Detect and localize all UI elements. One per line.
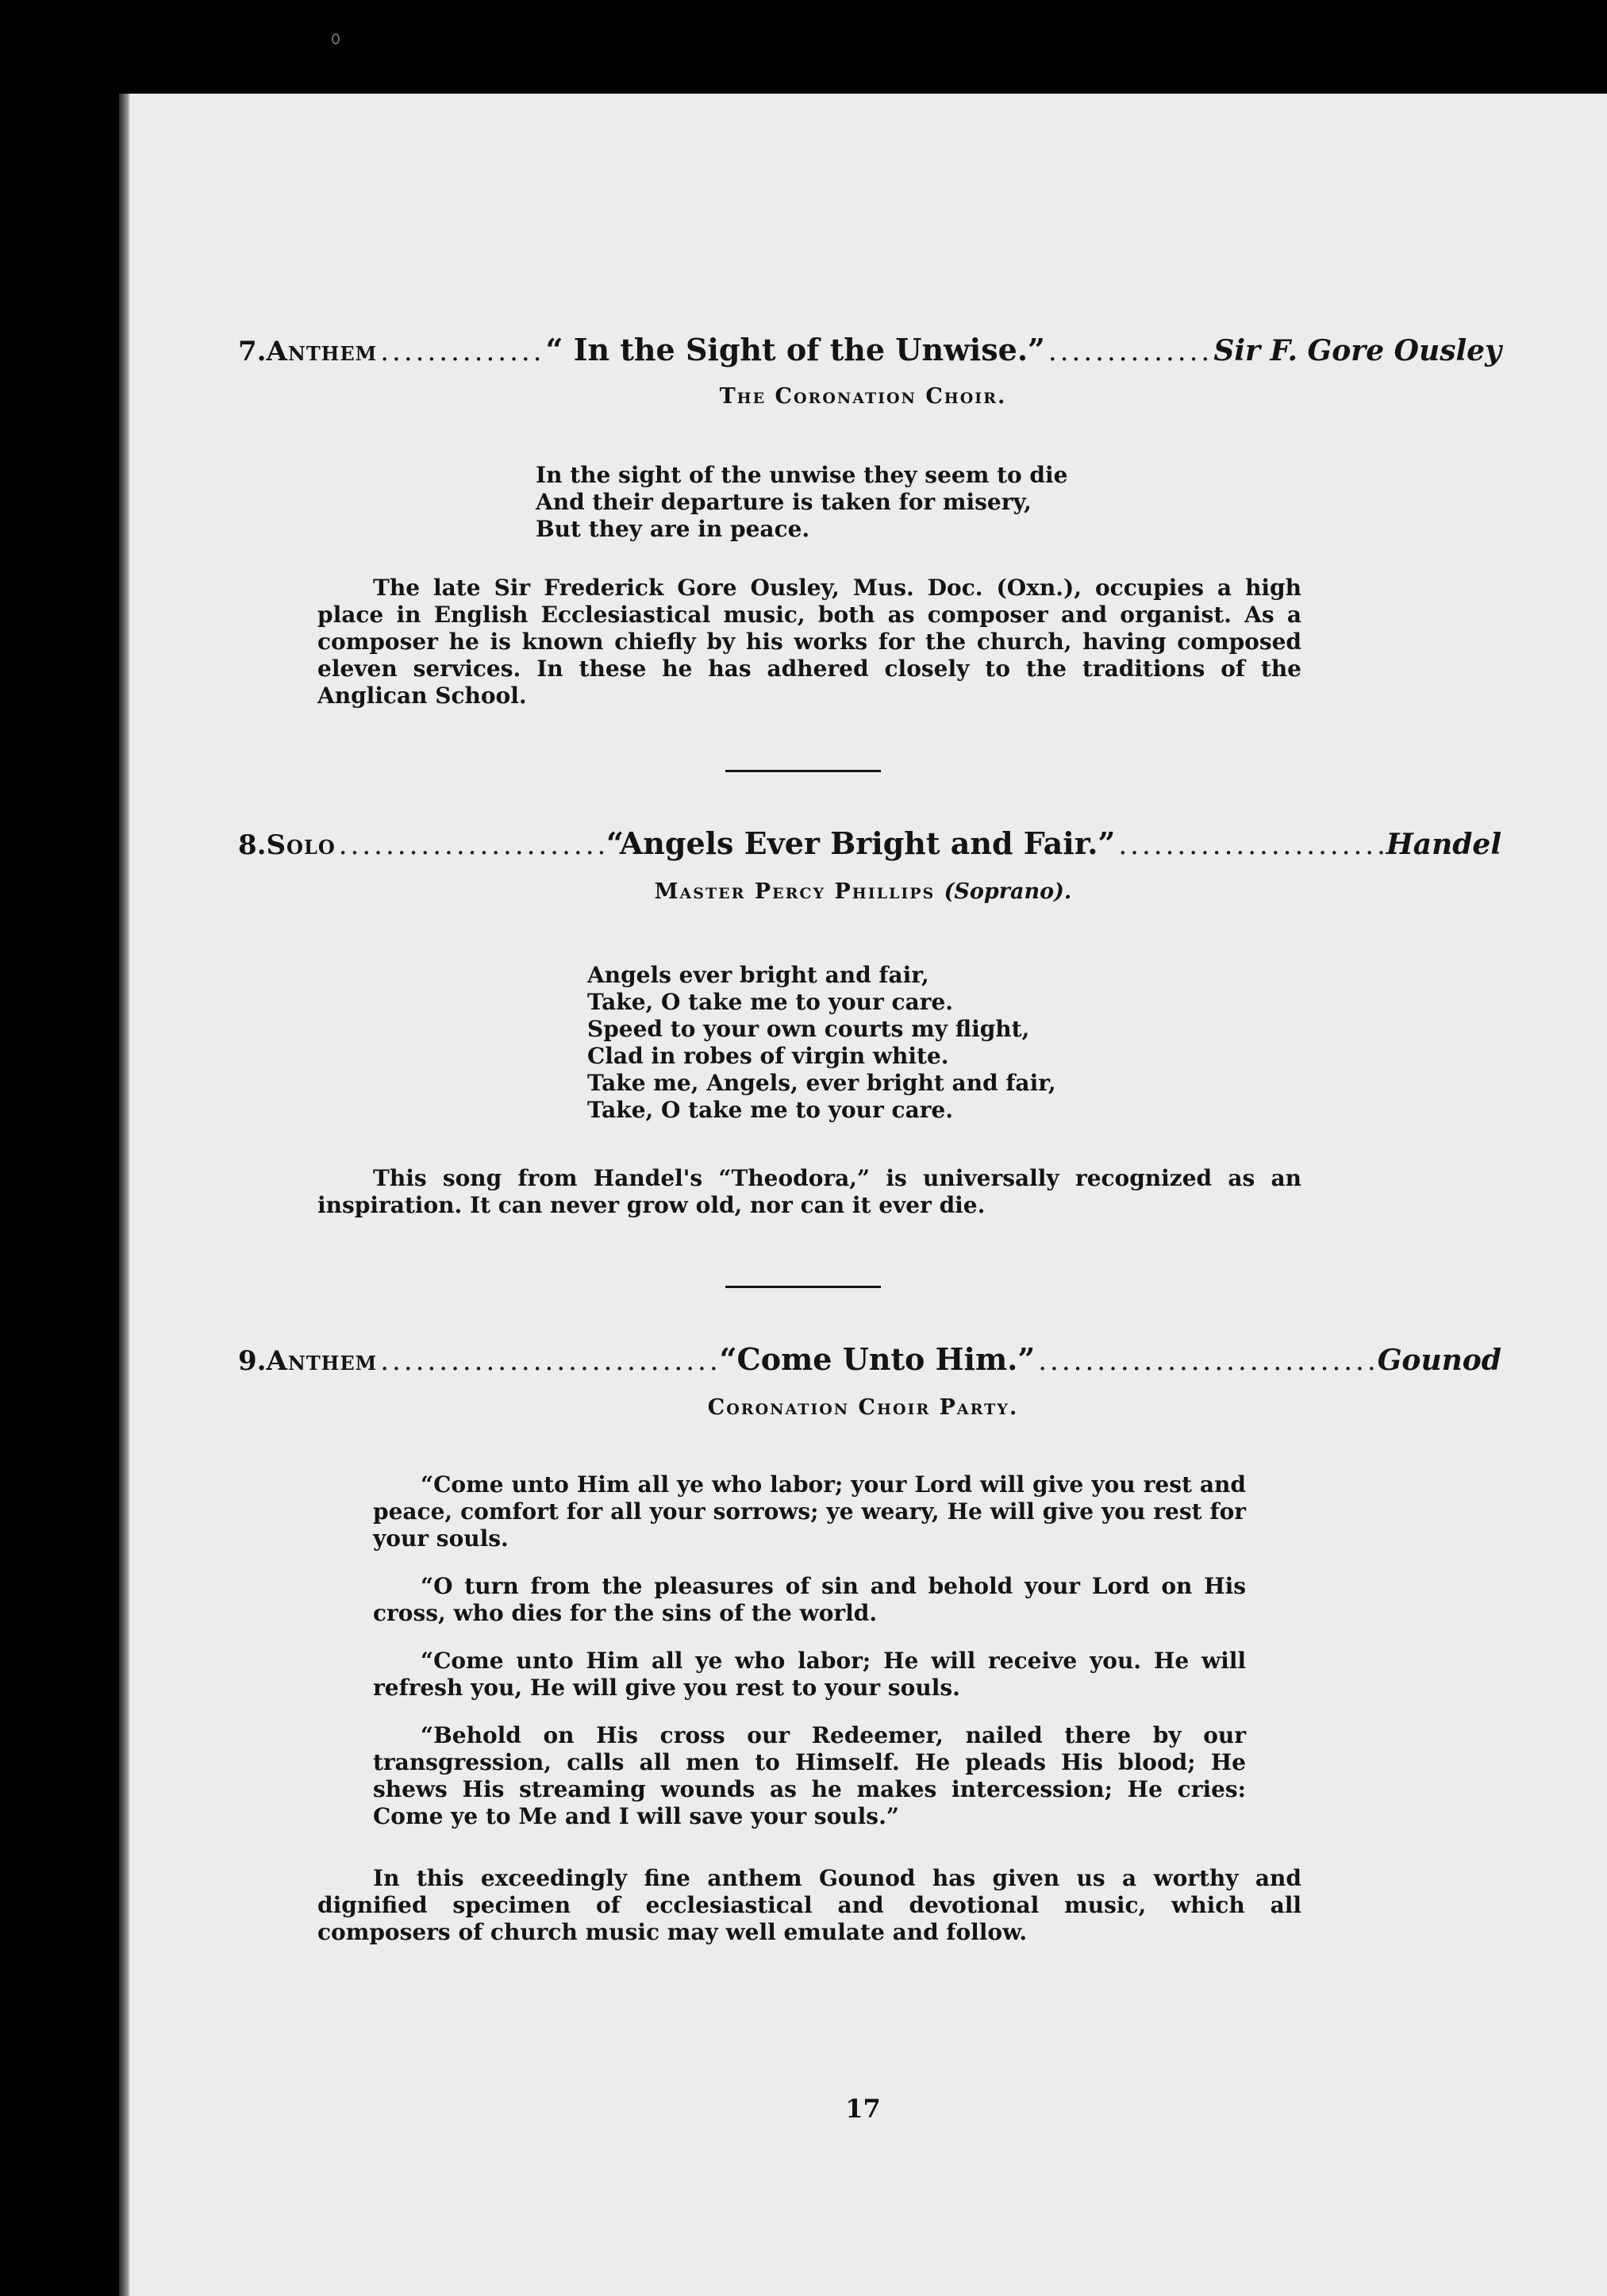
verse-line: And their departure is taken for misery, — [536, 489, 1032, 515]
section-divider — [725, 770, 881, 772]
item-9-quote: “Behold on His cross our Redeemer, nailed there by our transgression, calls all men to Himself. He pleads His blood; He shews His streaming wounds as he makes intercession; He cries: Come ye to Me and I will save your souls.” — [373, 1722, 1246, 1829]
page-content — [119, 94, 1607, 2296]
performer-name: Master Percy Phillips — [654, 879, 936, 904]
item-9-note: In this exceedingly fine anthem Gounod has given us a worthy and dignified specimen of ecclesiastical and devotional music, which all composers of church music may well emulate and follow. — [317, 1865, 1301, 1945]
item-composer: Handel — [1386, 828, 1501, 861]
item-type: Anthem — [266, 1345, 378, 1377]
item-title: “Come Unto Him.” — [719, 1341, 1036, 1377]
item-8-verse — [587, 962, 1056, 1124]
leader-dots — [380, 336, 542, 367]
item-number: 7. — [238, 336, 267, 367]
item-9-quote: “O turn from the pleasures of sin and behold your Lord on His cross, who dies for the sins of the world. — [373, 1573, 1246, 1626]
verse-line: Take me, Angels, ever bright and fair, — [587, 1070, 1056, 1096]
leader-dots — [1038, 1345, 1374, 1377]
item-7-note: The late Sir Frederick Gore Ousley, Mus. Doc. (Oxn.), occupies a high place in English Ecclesiastical music, both as composer and organist. As a composer he is known chiefly by his works for the church, having composed eleven services. In these he has adhered closely to the traditions of the Anglican School. — [317, 575, 1301, 709]
verse-line: But they are in peace. — [536, 516, 810, 542]
page-number: 17 — [845, 2094, 881, 2124]
performer-voice: (Soprano). — [944, 879, 1072, 904]
item-7-performer: The Coronation Choir. — [719, 384, 1007, 409]
verse-line: Speed to your own courts my flight, — [587, 1016, 1030, 1042]
verse-line: Clad in robes of virgin white. — [587, 1043, 949, 1069]
item-9-heading — [238, 1341, 1501, 1379]
item-8-performer — [119, 879, 1607, 904]
item-7-verse — [536, 462, 1067, 543]
item-8-heading — [238, 825, 1501, 863]
section-divider — [725, 1286, 881, 1288]
item-type: Anthem — [266, 336, 378, 367]
item-title: “Angels Ever Bright and Fair.” — [606, 825, 1116, 861]
verse-line: In the sight of the unwise they seem to die — [536, 462, 1068, 488]
verse-line: Take, O take me to your care. — [587, 1097, 954, 1123]
item-9-quote: “Come unto Him all ye who labor; He will receive you. He will refresh you, He will give you rest to your souls. — [373, 1648, 1246, 1701]
item-number: 9. — [238, 1345, 267, 1377]
item-8-note: This song from Handel's “Theodora,” is universally recognized as an inspiration. It can never grow old, nor can it ever die. — [317, 1165, 1301, 1218]
item-number: 8. — [238, 829, 267, 861]
item-9-quote: “Come unto Him all ye who labor; your Lord will give you rest and peace, comfort for all your sorrows; ye weary, He will give you rest for your souls. — [373, 1471, 1246, 1552]
leader-dots — [380, 1345, 716, 1377]
leader-dots — [1118, 829, 1382, 861]
item-9-performer: Coronation Choir Party. — [707, 1395, 1019, 1420]
leader-dots — [339, 829, 603, 861]
leader-dots — [1048, 336, 1210, 367]
verse-line: Angels ever bright and fair, — [587, 962, 929, 988]
item-7-heading — [238, 332, 1501, 370]
item-type: Solo — [266, 829, 336, 861]
scan-speck — [332, 33, 340, 44]
verse-line: Take, O take me to your care. — [587, 989, 954, 1015]
item-composer: Sir F. Gore Ousley — [1213, 334, 1501, 367]
item-composer: Gounod — [1377, 1344, 1501, 1377]
item-title: “ In the Sight of the Unwise.” — [545, 332, 1045, 367]
